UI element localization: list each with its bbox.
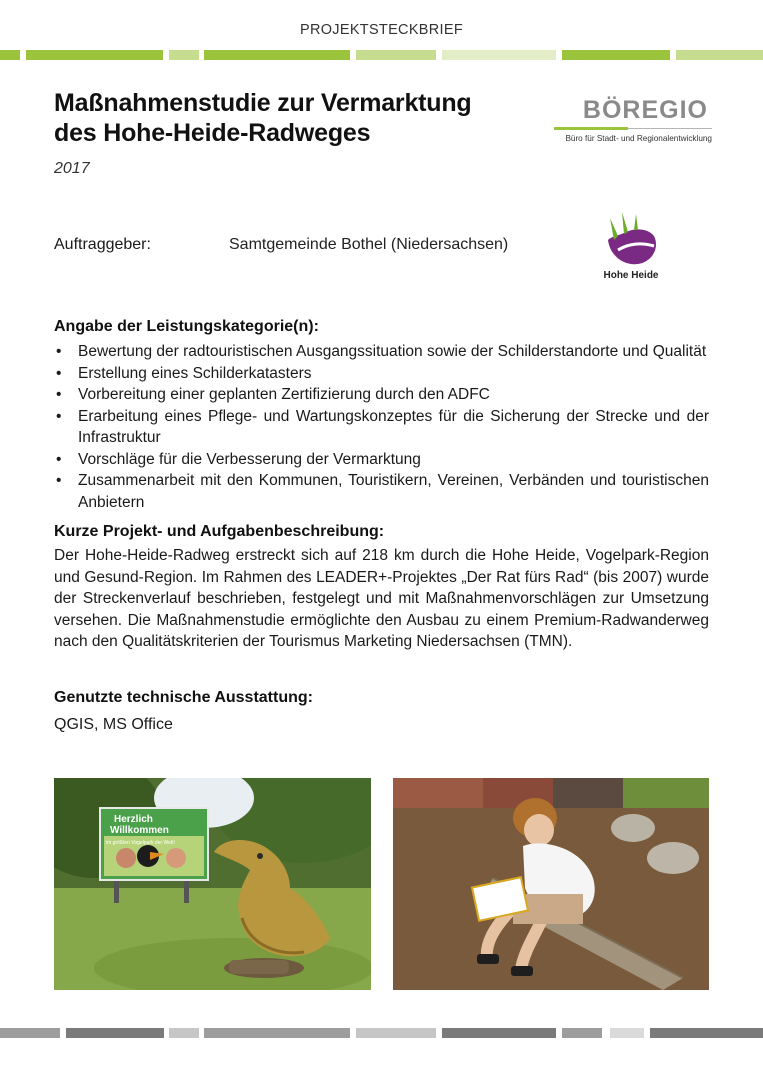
hohe-heide-logo: [598, 210, 664, 284]
boregio-logo: [552, 96, 712, 150]
project-title-line-2: des Hohe-Heide-Radweges: [54, 119, 371, 147]
top-bar-segment: [204, 50, 350, 60]
client-label: Auftraggeber:: [54, 236, 151, 253]
description-text: Der Hohe-Heide-Radweg erstreckt sich auf 218 km durch die Hohe Heide, Vogelpark-Region und Gesund-Region. Im Rahmen des LEADER+-Projektes „Der Rat fürs Rad“ (bis 2007) wurde der Streckenverlauf beschrieben, festgelegt und mit Maßnahmenvorschlägen zur Umsetzung versehen. Die Maßnahmenstudie ermöglichte den Ausbau zu einem Premium-Radwanderweg nach den Qualitätskriterien der Tourismus Marketing Niedersachsen (TMN).: [54, 547, 709, 650]
technical-value: QGIS, MS Office: [54, 716, 173, 733]
service-item: [54, 363, 709, 385]
service-item-text: Bewertung der radtouristischen Ausgangssituation sowie der Schilderstandorte und Qualität: [78, 343, 707, 360]
bottom-bar-segment: [169, 1028, 199, 1038]
bullet-icon: •: [56, 450, 62, 468]
bullet-icon: •: [56, 364, 62, 382]
bullet-icon: •: [56, 386, 62, 403]
project-title: [54, 88, 534, 148]
top-bar-segment: [0, 50, 20, 60]
photo-person-writing-on-bench: [393, 778, 709, 990]
boregio-logo-green-line: [554, 127, 628, 130]
bottom-bar-segment: [66, 1028, 164, 1038]
bottom-bar-segment: [356, 1028, 436, 1038]
bullet-icon: •: [56, 472, 62, 489]
top-bar-segment: [562, 50, 670, 60]
photo-vogelpark-sign-toucan: [54, 778, 371, 990]
boregio-logo-word: BÖREGIO: [582, 96, 708, 124]
sign-line-2: Willkommen: [110, 825, 169, 836]
top-decorative-bar: [0, 50, 763, 60]
service-item: [54, 470, 709, 513]
service-item: [54, 341, 709, 363]
services-heading: Angabe der Leistungskategorie(n):: [54, 318, 319, 335]
bottom-bar-segment: [562, 1028, 602, 1038]
project-year: 2017: [54, 160, 90, 177]
hohe-heide-emblem-icon: [604, 210, 658, 268]
service-item-text: Vorschläge für die Verbesserung der Vermarktung: [78, 450, 421, 468]
service-item: [54, 406, 709, 449]
sign-line-3: im größten Vogelpark der Welt!: [106, 840, 175, 846]
top-bar-segment: [169, 50, 199, 60]
top-bar-segment: [356, 50, 436, 60]
service-item-text: Vorbereitung einer geplanten Zertifizierung durch den ADFC: [78, 386, 490, 403]
document-type-label: PROJEKTSTECKBRIEF: [299, 22, 463, 38]
technical-heading: Genutzte technische Ausstattung:: [54, 689, 313, 706]
bottom-bar-segment: [204, 1028, 350, 1038]
service-item-text: Erstellung eines Schilderkatasters: [78, 364, 312, 382]
bottom-bar-segment: [610, 1028, 644, 1038]
bullet-icon: •: [56, 407, 62, 425]
hohe-heide-logo-text: Hohe Heide: [603, 270, 659, 281]
sign-line-1: Herzlich: [114, 814, 153, 825]
service-item: [54, 384, 709, 406]
service-item: [54, 449, 709, 471]
boregio-logo-tagline: Büro für Stadt- und Regionalentwicklung: [565, 134, 712, 143]
top-bar-segment: [442, 50, 556, 60]
top-bar-segment: [26, 50, 163, 60]
bottom-bar-segment: [0, 1028, 60, 1038]
description-heading: Kurze Projekt- und Aufgabenbeschreibung:: [54, 523, 385, 540]
client-value: Samtgemeinde Bothel (Niedersachsen): [229, 236, 509, 253]
bottom-decorative-bar: [0, 1028, 763, 1038]
bottom-bar-segment: [442, 1028, 556, 1038]
service-item-text: Erarbeitung eines Pflege- und Wartungskonzeptes für die Sicherung der Strecke und der Infrastruktur: [78, 407, 709, 446]
service-item-text: Zusammenarbeit mit den Kommunen, Touristikern, Vereinen, Verbänden und touristischen Anbietern: [78, 472, 709, 511]
bottom-bar-segment: [650, 1028, 763, 1038]
top-bar-segment: [676, 50, 763, 60]
services-list: [54, 341, 709, 513]
boregio-logo-grey-line: [628, 128, 712, 129]
project-title-line-1: Maßnahmenstudie zur Vermarktung: [54, 89, 472, 117]
bullet-icon: •: [56, 343, 62, 360]
